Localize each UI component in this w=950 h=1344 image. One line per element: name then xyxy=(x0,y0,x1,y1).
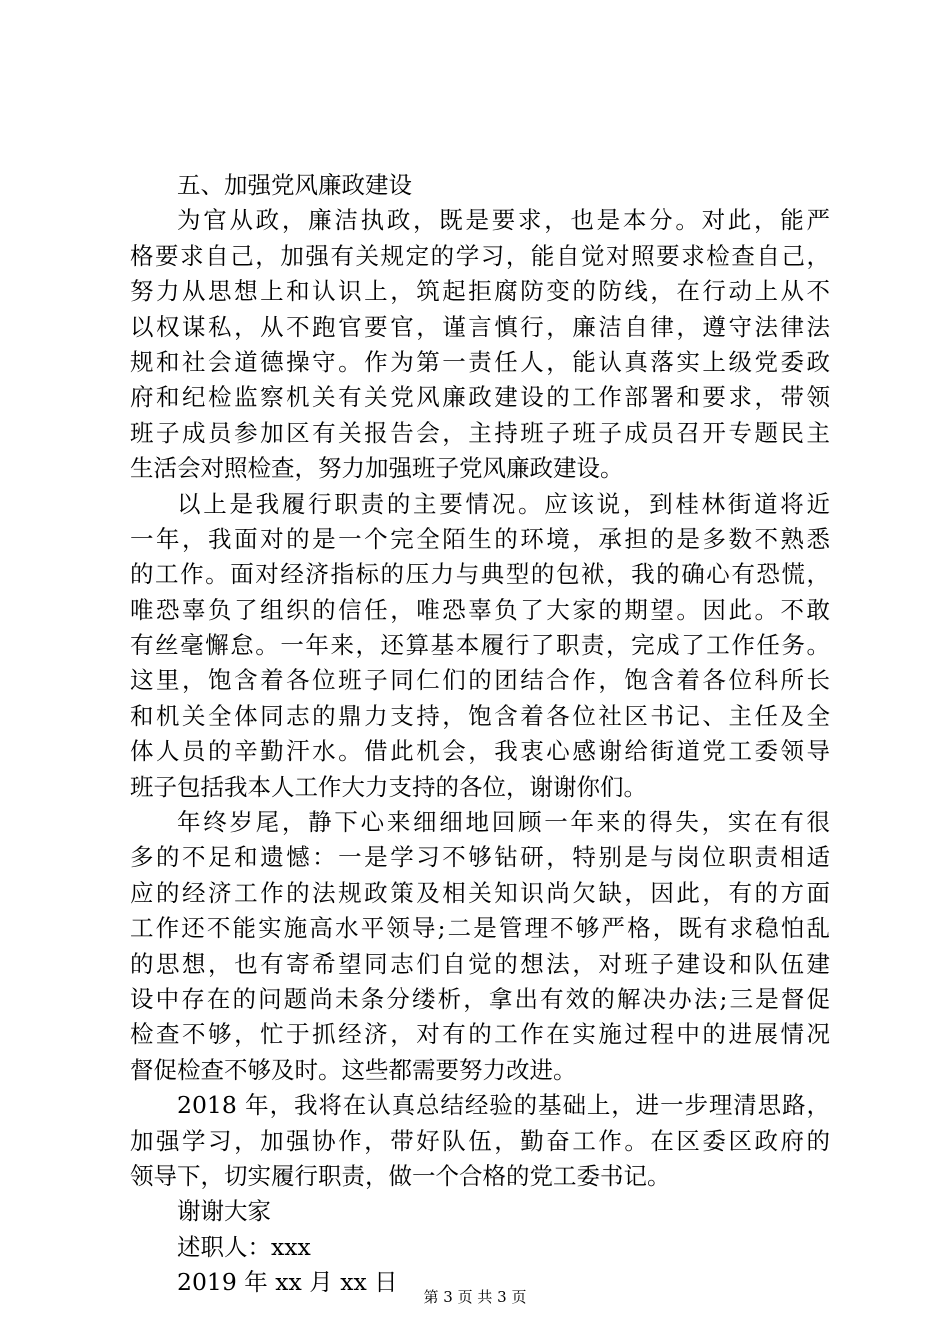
paragraph-line: 体人员的辛勤汗水。借此机会，我衷心感谢给街道党工委领导 xyxy=(130,737,830,766)
paragraph-line: 以上是我履行职责的主要情况。应该说，到桂林街道将近 xyxy=(177,489,830,518)
paragraph-line: 加强学习，加强协作，带好队伍，勤奋工作。在区委区政府的 xyxy=(130,1126,830,1155)
paragraph-1 xyxy=(130,203,830,486)
paragraph-line: 年终岁尾，静下心来细细地回顾一年来的得失，实在有很 xyxy=(177,808,830,837)
paragraph-line: 2018 年，我将在认真总结经验的基础上，进一步理清思路， xyxy=(177,1091,830,1120)
paragraph-line: 设中存在的问题尚未条分缕析，拿出有效的解决办法;三是督促 xyxy=(130,984,830,1013)
closing-thanks: 谢谢大家 xyxy=(177,1197,271,1226)
paragraph-line: 应的经济工作的法规政策及相关知识尚欠缺，因此，有的方面 xyxy=(130,878,830,907)
paragraph-line: 的工作。面对经济指标的压力与典型的包袱，我的确心有恐慌， xyxy=(130,560,830,589)
paragraph-line: 生活会对照检查，努力加强班子党风廉政建设。 xyxy=(130,454,624,483)
paragraph-line: 规和社会道德操守。作为第一责任人，能认真落实上级党委政 xyxy=(130,347,830,376)
signature: 述职人：xxx xyxy=(177,1232,311,1261)
paragraph-line: 一年，我面对的是一个完全陌生的环境，承担的是多数不熟悉 xyxy=(130,524,830,553)
paragraph-line: 府和纪检监察机关有关党风廉政建设的工作部署和要求，带领 xyxy=(130,383,830,412)
paragraph-line: 和机关全体同志的鼎力支持，饱含着各位社区书记、主任及全 xyxy=(130,701,830,730)
paragraph-line: 有丝毫懈怠。一年来，还算基本履行了职责，完成了工作任务。 xyxy=(130,631,830,660)
paragraph-line: 工作还不能实施高水平领导;二是管理不够严格，既有求稳怕乱 xyxy=(130,914,830,943)
paragraph-line: 格要求自己，加强有关规定的学习，能自觉对照要求检查自己， xyxy=(130,241,830,270)
paragraph-line: 班子包括我本人工作大力支持的各位，谢谢你们。 xyxy=(130,772,647,801)
paragraph-line: 检查不够，忙于抓经济，对有的工作在实施过程中的进展情况 xyxy=(130,1020,830,1049)
page-footer: 第 3 页 共 3 页 xyxy=(423,1288,527,1306)
paragraph-line: 的思想，也有寄希望同志们自觉的想法，对班子建设和队伍建 xyxy=(130,949,830,978)
paragraph-line: 班子成员参加区有关报告会，主持班子班子成员召开专题民主 xyxy=(130,418,830,447)
paragraph-line: 督促检查不够及时。这些都需要努力改进。 xyxy=(130,1055,577,1084)
paragraph-line: 唯恐辜负了组织的信任，唯恐辜负了大家的期望。因此。不敢 xyxy=(130,595,830,624)
paragraph-3 xyxy=(130,805,830,1088)
document-date: 2019 年 xx 月 xx 日 xyxy=(177,1268,398,1297)
paragraph-line: 这里，饱含着各位班子同仁们的团结合作，饱含着各位科所长 xyxy=(130,666,830,695)
paragraph-line: 多的不足和遗憾：一是学习不够钻研，特别是与岗位职责相适 xyxy=(130,843,830,872)
paragraph-2 xyxy=(130,487,830,806)
section-heading: 五、加强党风廉政建设 xyxy=(177,171,412,199)
paragraph-line: 以权谋私，从不跑官要官，谨言慎行，廉洁自律，遵守法律法 xyxy=(130,312,830,341)
paragraph-4 xyxy=(130,1088,830,1194)
paragraph-line: 努力从思想上和认识上，筑起拒腐防变的防线，在行动上从不 xyxy=(130,277,830,306)
paragraph-line: 为官从政，廉洁执政，既是要求，也是本分。对此，能严 xyxy=(177,206,830,235)
document-body xyxy=(130,168,830,1301)
paragraph-line: 领导下，切实履行职责，做一个合格的党工委书记。 xyxy=(130,1161,671,1190)
